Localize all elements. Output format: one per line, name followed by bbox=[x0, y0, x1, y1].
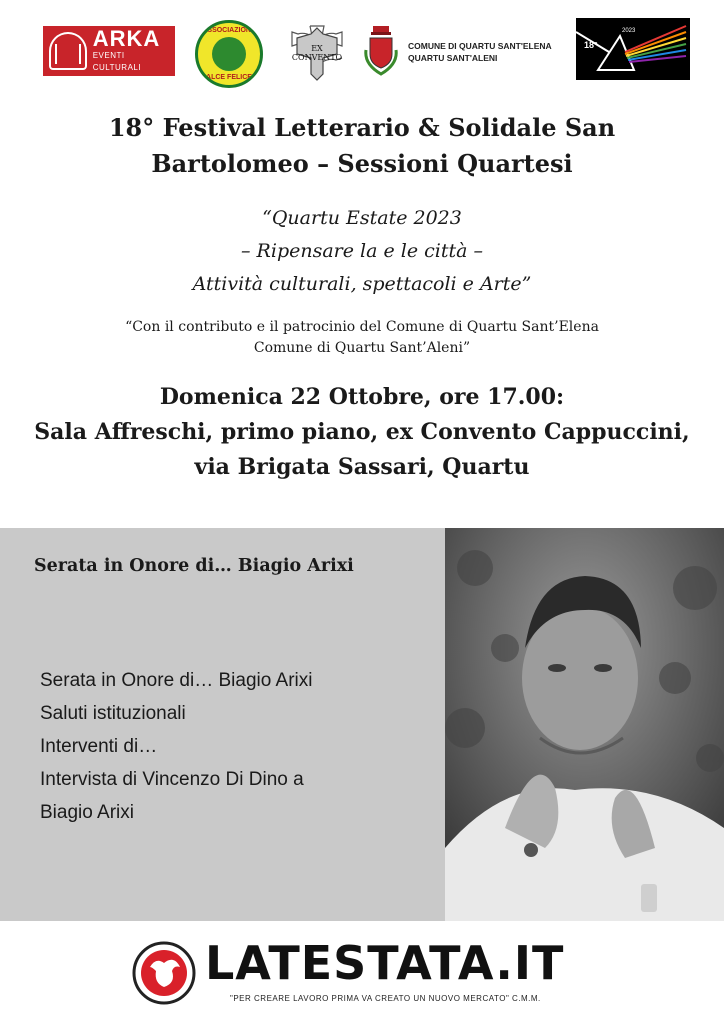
festival-number: 18° bbox=[584, 40, 598, 50]
comune-name bbox=[408, 40, 552, 64]
program-heading: Serata in Onore di… Biagio Arixi bbox=[34, 556, 354, 576]
patronage-note bbox=[40, 317, 684, 359]
arka-logo bbox=[43, 26, 175, 76]
ex-convento-logo bbox=[290, 24, 344, 82]
event-date: Domenica 22 Ottobre, ore 17.00: bbox=[159, 384, 565, 410]
prism-icon bbox=[576, 18, 690, 80]
footer bbox=[0, 921, 724, 1024]
associazione-logo-top-text: ASSOCIAZIONE bbox=[202, 27, 256, 34]
brand-name: LATESTATA.IT bbox=[205, 936, 565, 990]
event-place-line2: via Brigata Sassari, Quartu bbox=[194, 454, 530, 480]
ex-convento-line1: EX bbox=[311, 44, 323, 53]
portrait-photo bbox=[445, 528, 724, 921]
comune-crest-icon bbox=[362, 26, 400, 78]
comune-name-line1: COMUNE DI QUARTU SANT'ELENA bbox=[408, 41, 552, 51]
festival-year: 2023 bbox=[622, 28, 636, 34]
program-item: Intervista di Vincenzo Di Dino a bbox=[40, 769, 304, 790]
program-item: Saluti istituzionali bbox=[40, 703, 186, 724]
sponsor-logos bbox=[0, 18, 724, 88]
ex-convento-line2: CONVENTO bbox=[291, 53, 343, 62]
program-item: Serata in Onore di… Biagio Arixi bbox=[40, 670, 313, 691]
bull-icon bbox=[132, 941, 196, 1005]
program-item: Biagio Arixi bbox=[40, 802, 134, 823]
comune-name-line2: QUARTU SANT'ALENI bbox=[408, 53, 498, 63]
patronage-line1: “Con il contributo e il patrocinio del Comune di Quartu Sant’Elena bbox=[125, 319, 599, 335]
subtitle-line3: Attività culturali, spettacoli e Arte” bbox=[192, 273, 532, 295]
tree-icon bbox=[212, 37, 246, 71]
patronage-line2: Comune di Quartu Sant’Aleni” bbox=[253, 340, 471, 356]
event-details bbox=[20, 380, 704, 485]
arka-logo-name: ARKA bbox=[92, 26, 161, 51]
arka-emblem-icon bbox=[49, 32, 87, 70]
subtitle-line2: – Ripensare la e le città – bbox=[241, 240, 483, 262]
associazione-logo-bottom-text: ALCE FELICE bbox=[206, 74, 252, 81]
program-list bbox=[40, 664, 435, 829]
arka-logo-subtitle: EVENTI CULTURALI bbox=[92, 51, 142, 72]
program-item: Interventi di… bbox=[40, 736, 158, 757]
festival-18-logo bbox=[576, 18, 690, 80]
title-line1: 18° Festival Letterario & Solidale San bbox=[108, 113, 616, 142]
subtitle bbox=[40, 202, 684, 301]
event-place-line1: Sala Affreschi, primo piano, ex Convento Cappuccini, bbox=[34, 419, 690, 445]
brand-tagline: "PER CREARE LAVORO PRIMA VA CREATO UN NUOVO MERCATO" C.M.M. bbox=[230, 994, 541, 1003]
title-line2: Bartolomeo – Sessioni Quartesi bbox=[151, 149, 573, 178]
subtitle-line1: “Quartu Estate 2023 bbox=[262, 207, 462, 229]
page-title bbox=[40, 110, 684, 182]
associazione-logo bbox=[195, 20, 263, 88]
